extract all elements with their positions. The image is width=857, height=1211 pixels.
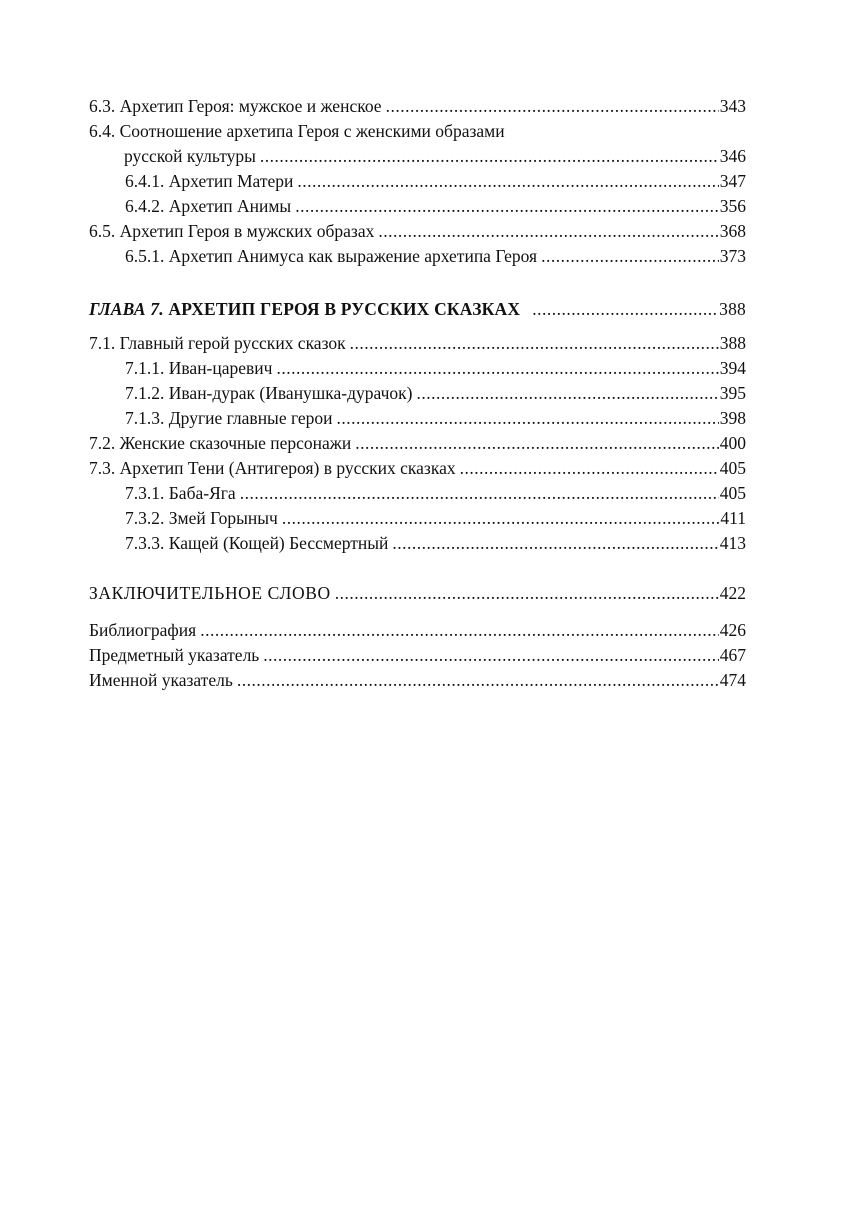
dot-leader: [240, 481, 719, 506]
toc-entry-6-4-1: [89, 169, 746, 194]
toc-entry-title: 7.1.1. Иван-царевич: [125, 358, 273, 378]
toc-entry-title: 6.4.1. Архетип Матери: [125, 171, 294, 191]
dot-leader: [263, 643, 718, 668]
dot-leader: [276, 356, 718, 381]
toc-entry-bibliography: [89, 618, 746, 643]
toc-page-number: 356: [719, 196, 746, 216]
dot-leader: [260, 144, 719, 169]
toc-entry-subject-index: [89, 643, 746, 668]
toc-entry-title: 6.4.2. Архетип Анимы: [125, 196, 292, 216]
dot-leader: [541, 244, 719, 269]
toc-entry-7-2: [89, 431, 746, 456]
dot-leader: [386, 94, 719, 119]
toc-entry-6-5: [89, 219, 746, 244]
dot-leader: [295, 194, 719, 219]
toc-page-number: 394: [719, 358, 746, 378]
dot-leader: [200, 618, 719, 643]
toc-page-number: 400: [719, 433, 746, 453]
toc-page-number: 388: [719, 333, 746, 353]
toc-page-number: 422: [719, 583, 746, 603]
toc-page-number: 426: [719, 620, 746, 640]
toc-entry-title: 7.3. Архетип Тени (Антигероя) в русских сказках: [89, 458, 456, 478]
toc-entry-7-3-1: [89, 481, 746, 506]
toc-entry-7-3-2: [89, 506, 746, 531]
toc-entry-7-3-3: [89, 531, 746, 556]
toc-page-number: 405: [719, 458, 746, 478]
toc-entry-6-4-2: [89, 194, 746, 219]
toc-entry-title: ЗАКЛЮЧИТЕЛЬНОЕ СЛОВО: [89, 583, 331, 603]
toc-entry-6-4: [89, 119, 746, 144]
toc-page-number: 467: [719, 645, 746, 665]
toc-page-number: 388: [719, 299, 746, 319]
toc-entry-title: Библиография: [89, 620, 197, 640]
toc-entry-6-3: [89, 94, 746, 119]
toc-entry-title: 7.1.3. Другие главные герои: [125, 408, 333, 428]
table-of-contents: [89, 94, 746, 693]
toc-page-number: 395: [719, 383, 746, 403]
toc-page-number: 405: [719, 483, 746, 503]
toc-page-number: 346: [719, 146, 746, 166]
toc-entry-6-5-1: [89, 244, 746, 269]
toc-entry-title: русской культуры: [124, 146, 256, 166]
dot-leader: [355, 431, 718, 456]
toc-page-number: 413: [719, 533, 746, 553]
toc-entry-title: 6.3. Архетип Героя: мужское и женское: [89, 96, 382, 116]
toc-page-number: 398: [719, 408, 746, 428]
dot-leader: [237, 668, 719, 693]
dot-leader: [297, 169, 718, 194]
toc-entry-title: 7.3.2. Змей Горыныч: [125, 508, 278, 528]
toc-entry-title: 7.1. Главный герой русских сказок: [89, 333, 346, 353]
toc-entry-title: 6.5. Архетип Героя в мужских образах: [89, 221, 375, 241]
toc-page-number: 411: [720, 508, 746, 528]
toc-page-number: 347: [719, 171, 746, 191]
chapter-heading: [89, 297, 520, 322]
toc-entry-6-4-continuation: [89, 144, 746, 169]
toc-entry-title: 7.3.3. Кащей (Кощей) Бессмертный: [125, 533, 389, 553]
toc-entry-title: 7.3.1. Баба-Яга: [125, 483, 236, 503]
toc-chapter-7: [89, 297, 746, 322]
toc-entry-title: Предметный указатель: [89, 645, 260, 665]
toc-entry-title: 7.1.2. Иван-дурак (Иванушка-дурачок): [125, 383, 413, 403]
dot-leader: [378, 219, 718, 244]
toc-entry-title: 7.2. Женские сказочные персонажи: [89, 433, 352, 453]
toc-entry-title: 6.4. Соотношение архетипа Героя с женскими образами: [89, 121, 505, 141]
toc-entry-conclusion: [89, 581, 746, 606]
dot-leader: [392, 531, 718, 556]
dot-leader: [460, 456, 719, 481]
dot-leader: [532, 297, 718, 322]
toc-entry-title: Именной указатель: [89, 670, 233, 690]
dot-leader: [350, 331, 719, 356]
toc-entry-title: 6.5.1. Архетип Анимуса как выражение архетипа Героя: [125, 246, 538, 266]
dot-leader: [416, 381, 718, 406]
toc-entry-7-1-1: [89, 356, 746, 381]
toc-entry-7-1-2: [89, 381, 746, 406]
dot-leader: [337, 406, 719, 431]
dot-leader: [282, 506, 720, 531]
toc-page-number: 474: [719, 670, 746, 690]
toc-entry-name-index: [89, 668, 746, 693]
toc-page-number: 373: [719, 246, 746, 266]
dot-leader: [335, 581, 719, 606]
toc-entry-7-1: [89, 331, 746, 356]
toc-entry-7-1-3: [89, 406, 746, 431]
toc-entry-7-3: [89, 456, 746, 481]
chapter-title: АРХЕТИП ГЕРОЯ В РУССКИХ СКАЗКАХ: [168, 299, 521, 319]
toc-page-number: 343: [719, 96, 746, 116]
chapter-label: ГЛАВА 7.: [89, 299, 164, 319]
toc-page-number: 368: [719, 221, 746, 241]
